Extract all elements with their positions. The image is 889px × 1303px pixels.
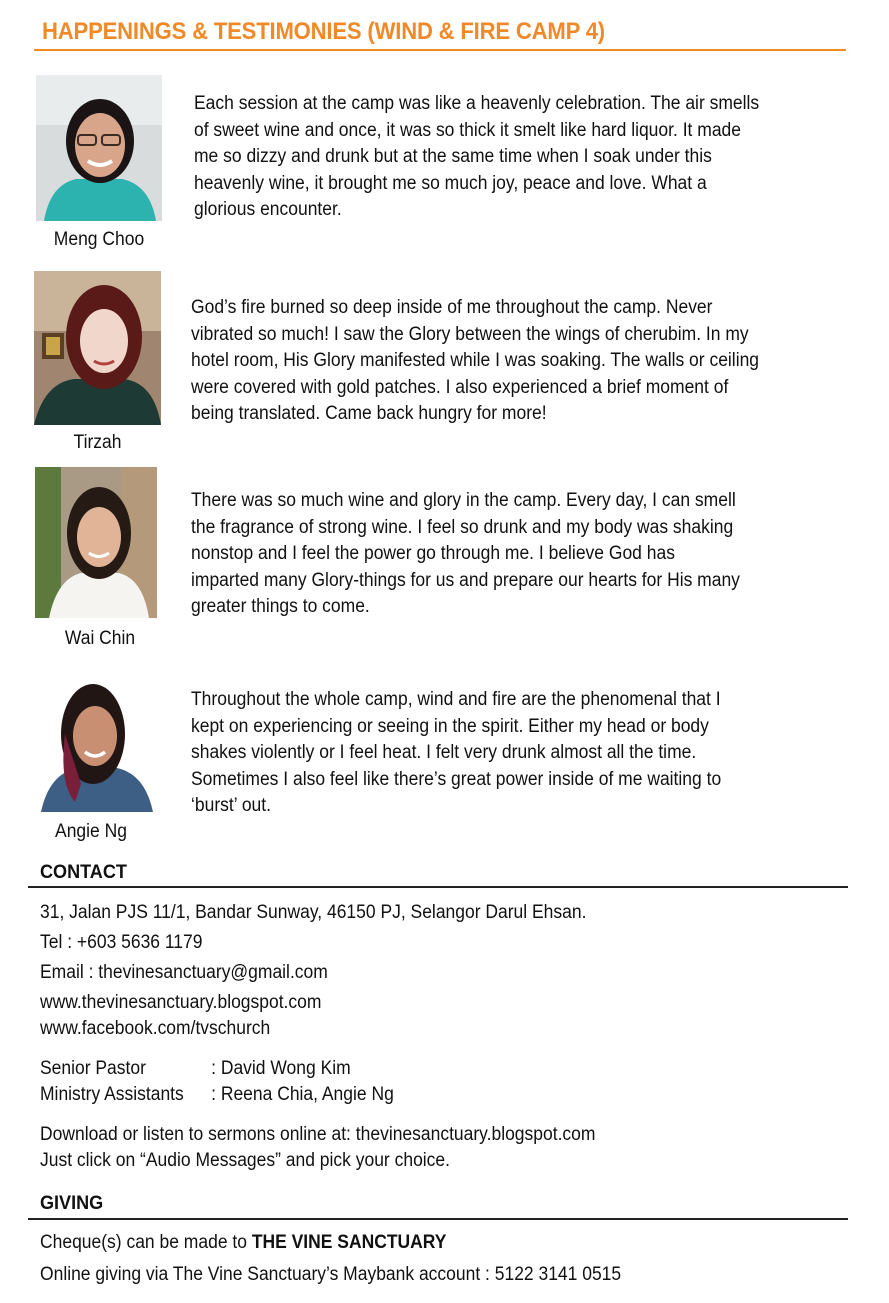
title-divider	[34, 49, 846, 51]
contact-tel: Tel : +603 5636 1179	[40, 932, 203, 953]
testimony-text	[191, 687, 721, 820]
testimony-line: There was so much wine and glory in the camp. Every day, I can smell	[191, 490, 736, 511]
testimony-text	[191, 488, 740, 621]
blog-link[interactable]: www.thevinesanctuary.blogspot.com	[40, 992, 322, 1013]
contact-email: Email : thevinesanctuary@gmail.com	[40, 962, 328, 983]
ministry-assistants-label: Ministry Assistants	[40, 1084, 184, 1105]
cheque-prefix: Cheque(s) can be made to	[40, 1232, 252, 1253]
testimony-text	[194, 91, 759, 224]
sermons-instructions: Just click on “Audio Messages” and pick your choice.	[40, 1150, 451, 1171]
testimony-line: ‘burst’ out.	[191, 795, 271, 816]
testimony-line: Throughout the whole camp, wind and fire are the phenomenal that I	[191, 689, 721, 710]
testimony-line: greater things to come.	[191, 596, 370, 617]
testimony-line: Each session at the camp was like a heavenly celebration. The air smells	[194, 93, 760, 114]
sermons-line: Download or listen to sermons online at: thevinesanctuary.blogspot.com	[40, 1124, 596, 1145]
testimony-line: me so dizzy and drunk but at the same time when I soak under this	[194, 146, 712, 167]
testimony-line: of sweet wine and once, it was so thick it smelt like hard liquor. It made	[194, 119, 741, 141]
testimony-line: imparted many Glory-things for us and prepare our hearts for His many	[191, 569, 740, 591]
ministry-assistants-value: : Reena Chia, Angie Ng	[211, 1084, 394, 1105]
contact-address: 31, Jalan PJS 11/1, Bandar Sunway, 46150 PJ, Selangor Darul Ehsan.	[40, 902, 587, 923]
cheque-line	[40, 1232, 446, 1254]
senior-pastor-label: Senior Pastor	[40, 1058, 146, 1079]
senior-pastor-row	[40, 1058, 351, 1080]
giving-heading: GIVING	[40, 1193, 104, 1214]
testimony-line: being translated. Came back hungry for more!	[191, 403, 547, 424]
testimony-line: Sometimes I also feel like there’s great power inside of me waiting to	[191, 768, 722, 790]
testimony-line: hotel room, His Glory manifested while I was soaking. The walls or ceiling	[191, 350, 760, 371]
photo-angie-ng	[35, 674, 157, 812]
contact-divider	[28, 886, 848, 888]
giving-divider	[28, 1218, 848, 1220]
testimony-name: Angie Ng	[55, 821, 127, 842]
photo-tirzah	[34, 271, 161, 425]
testimony-line: nonstop and I feel the power go through me. I believe God has	[191, 543, 675, 564]
testimony-name: Tirzah	[73, 432, 122, 453]
photo-wai-chin	[35, 467, 157, 618]
page-title: HAPPENINGS & TESTIMONIES (WIND & FIRE CAMP 4)	[42, 18, 605, 45]
ministry-assistants-row	[40, 1084, 394, 1106]
testimony-line: kept on experiencing or seeing in the spirit. Either my head or body	[191, 715, 709, 737]
testimony-line: the fragrance of strong wine. I feel so drunk and my body was shaking	[191, 516, 734, 538]
testimony-line: glorious encounter.	[194, 199, 342, 220]
cheque-payee: THE VINE SANCTUARY	[251, 1232, 447, 1253]
testimony-name: Wai Chin	[64, 628, 136, 649]
photo-meng-choo	[36, 75, 162, 221]
testimony-line: shakes violently or I feel heat. I felt very drunk almost all the time.	[191, 742, 697, 763]
testimony-line: vibrated so much! I saw the Glory between the wings of cherubim. In my	[191, 323, 749, 345]
testimony-name: Meng Choo	[53, 229, 145, 250]
testimony-line: God’s fire burned so deep inside of me throughout the camp. Never	[191, 297, 713, 318]
testimony-text	[191, 295, 759, 428]
facebook-link[interactable]: www.facebook.com/tvschurch	[40, 1018, 271, 1039]
testimony-line: were covered with gold patches. I also experienced a brief moment of	[191, 376, 729, 398]
testimony-line: heavenly wine, it brought me so much joy, peace and love. What a	[194, 172, 707, 194]
contact-heading: CONTACT	[40, 862, 127, 883]
online-giving-line: Online giving via The Vine Sanctuary’s Maybank account : 5122 3141 0515	[40, 1264, 622, 1285]
senior-pastor-value: : David Wong Kim	[211, 1058, 351, 1079]
